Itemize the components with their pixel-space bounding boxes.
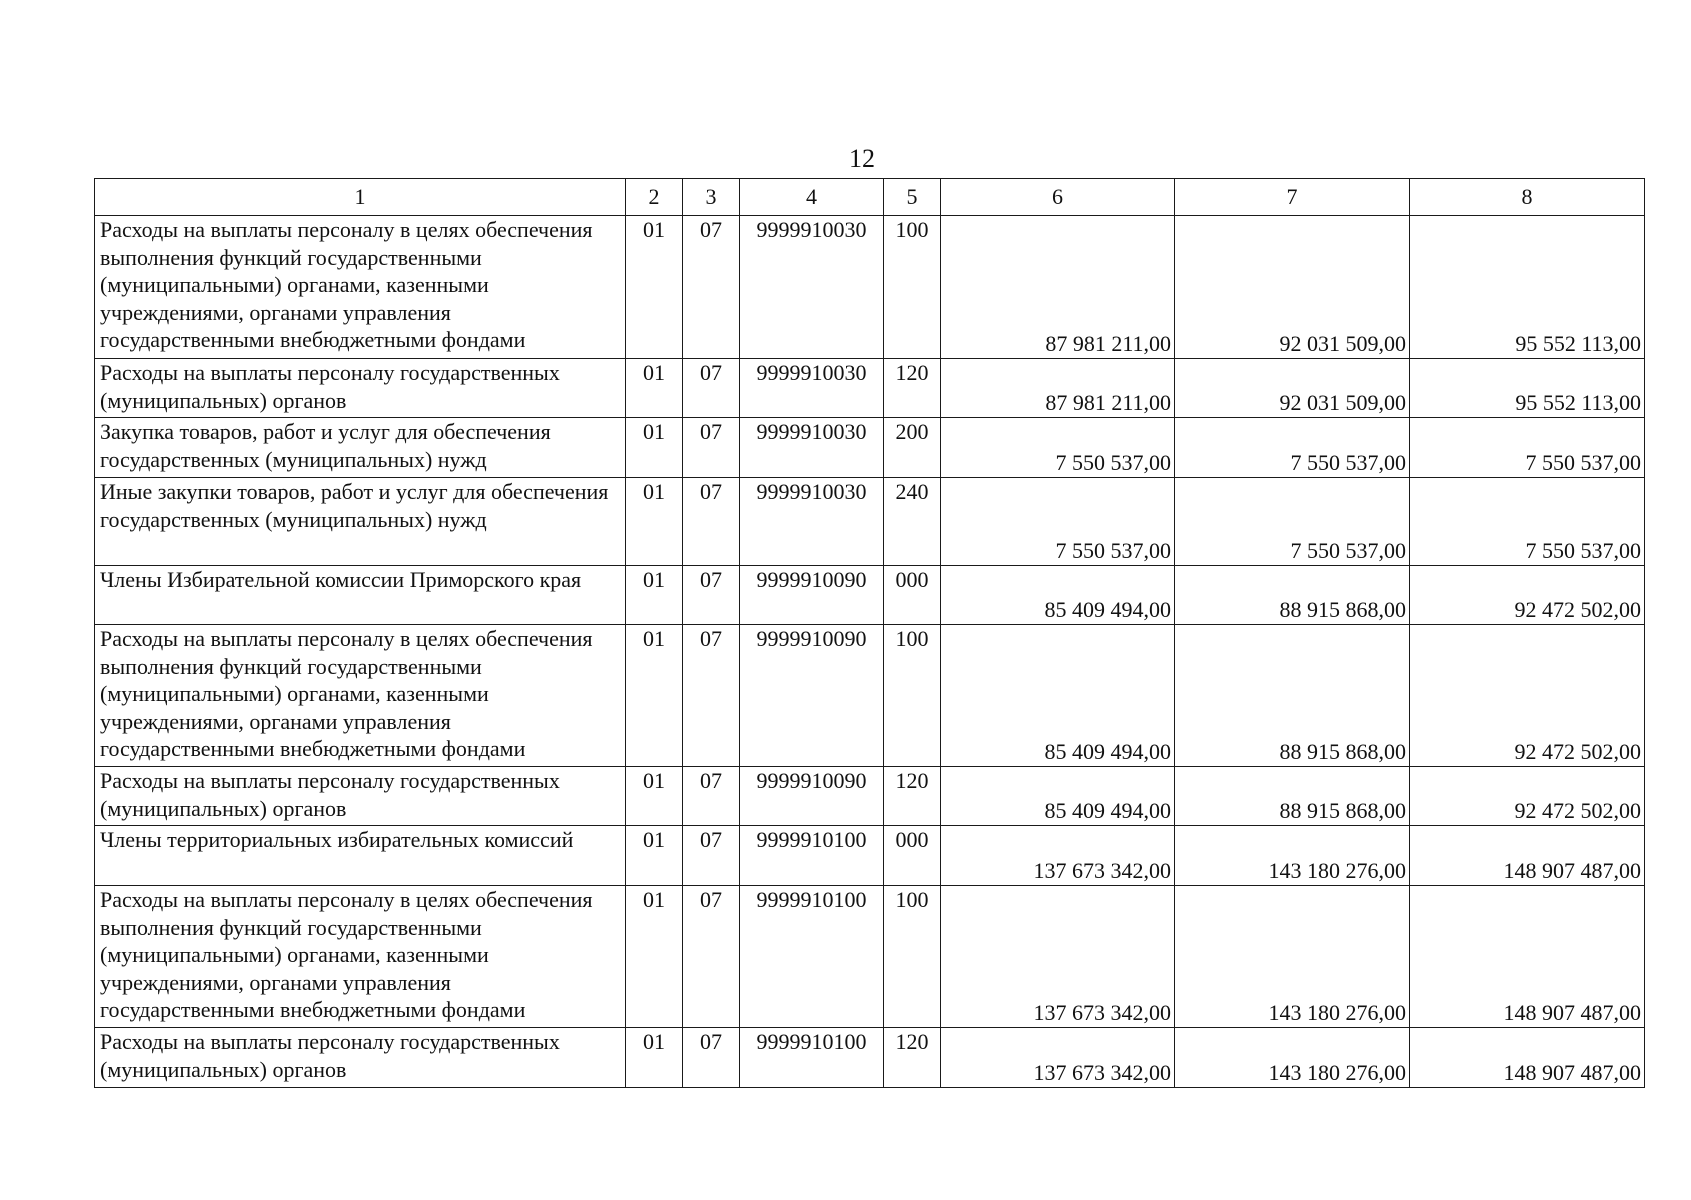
amount-col-6: 7 550 537,00 xyxy=(941,478,1175,566)
section-code: 01 xyxy=(626,1028,683,1088)
section-code: 01 xyxy=(626,359,683,418)
amount-col-8: 95 552 113,00 xyxy=(1410,216,1645,359)
row-name: Расходы на выплаты персоналу в целях обеспечения выполнения функций государственными (муниципальными) органами, казенными учреждениями, органами управления государственными внебюджетными фондами xyxy=(95,625,626,767)
target-article-code: 9999910100 xyxy=(740,1028,884,1088)
target-article-code: 9999910100 xyxy=(740,826,884,886)
amount-col-8: 95 552 113,00 xyxy=(1410,359,1645,418)
amount-col-8: 7 550 537,00 xyxy=(1410,478,1645,566)
amount-col-8: 148 907 487,00 xyxy=(1410,886,1645,1028)
row-name: Закупка товаров, работ и услуг для обеспечения государственных (муниципальных) нужд xyxy=(95,418,626,478)
row-name: Расходы на выплаты персоналу в целях обеспечения выполнения функций государственными (муниципальными) органами, казенными учреждениями, органами управления государственными внебюджетными фондами xyxy=(95,216,626,359)
amount-col-7: 88 915 868,00 xyxy=(1175,767,1410,826)
amount-col-7: 143 180 276,00 xyxy=(1175,1028,1410,1088)
amount-col-7: 7 550 537,00 xyxy=(1175,478,1410,566)
amount-col-8: 92 472 502,00 xyxy=(1410,566,1645,625)
subsection-code: 07 xyxy=(683,826,740,886)
section-code: 01 xyxy=(626,478,683,566)
amount-col-6: 137 673 342,00 xyxy=(941,886,1175,1028)
expense-type-code: 240 xyxy=(884,478,941,566)
target-article-code: 9999910030 xyxy=(740,216,884,359)
row-name: Расходы на выплаты персоналу государственных (муниципальных) органов xyxy=(95,767,626,826)
table-row xyxy=(95,886,1645,1028)
amount-col-6: 137 673 342,00 xyxy=(941,1028,1175,1088)
expense-type-code: 100 xyxy=(884,216,941,359)
row-name: Расходы на выплаты персоналу в целях обеспечения выполнения функций государственными (муниципальными) органами, казенными учреждениями, органами управления государственными внебюджетными фондами xyxy=(95,886,626,1028)
column-header: 1 xyxy=(95,179,626,216)
table-row xyxy=(95,625,1645,767)
expense-type-code: 100 xyxy=(884,886,941,1028)
expense-type-code: 120 xyxy=(884,359,941,418)
amount-col-6: 137 673 342,00 xyxy=(941,826,1175,886)
amount-col-8: 148 907 487,00 xyxy=(1410,826,1645,886)
amount-col-8: 92 472 502,00 xyxy=(1410,767,1645,826)
amount-col-8: 7 550 537,00 xyxy=(1410,418,1645,478)
table-row xyxy=(95,1028,1645,1088)
section-code: 01 xyxy=(626,216,683,359)
target-article-code: 9999910100 xyxy=(740,886,884,1028)
subsection-code: 07 xyxy=(683,1028,740,1088)
section-code: 01 xyxy=(626,418,683,478)
expense-type-code: 200 xyxy=(884,418,941,478)
amount-col-8: 148 907 487,00 xyxy=(1410,1028,1645,1088)
table-row xyxy=(95,359,1645,418)
budget-table xyxy=(94,178,1645,1088)
column-header: 4 xyxy=(740,179,884,216)
target-article-code: 9999910090 xyxy=(740,625,884,767)
amount-col-7: 88 915 868,00 xyxy=(1175,625,1410,767)
section-code: 01 xyxy=(626,767,683,826)
table-row xyxy=(95,566,1645,625)
row-name: Иные закупки товаров, работ и услуг для обеспечения государственных (муниципальных) нужд xyxy=(95,478,626,566)
section-code: 01 xyxy=(626,566,683,625)
row-name: Расходы на выплаты персоналу государственных (муниципальных) органов xyxy=(95,359,626,418)
column-header: 7 xyxy=(1175,179,1410,216)
page-number: 12 xyxy=(849,144,875,173)
target-article-code: 9999910030 xyxy=(740,418,884,478)
row-name: Члены Избирательной комиссии Приморского края xyxy=(95,566,626,625)
amount-col-7: 92 031 509,00 xyxy=(1175,216,1410,359)
column-header: 3 xyxy=(683,179,740,216)
amount-col-6: 87 981 211,00 xyxy=(941,216,1175,359)
target-article-code: 9999910090 xyxy=(740,566,884,625)
subsection-code: 07 xyxy=(683,767,740,826)
subsection-code: 07 xyxy=(683,478,740,566)
amount-col-7: 88 915 868,00 xyxy=(1175,566,1410,625)
target-article-code: 9999910030 xyxy=(740,359,884,418)
amount-col-6: 85 409 494,00 xyxy=(941,767,1175,826)
subsection-code: 07 xyxy=(683,359,740,418)
amount-col-6: 87 981 211,00 xyxy=(941,359,1175,418)
table-body xyxy=(95,216,1645,1088)
subsection-code: 07 xyxy=(683,566,740,625)
column-header: 6 xyxy=(941,179,1175,216)
amount-col-7: 92 031 509,00 xyxy=(1175,359,1410,418)
amount-col-6: 85 409 494,00 xyxy=(941,625,1175,767)
expense-type-code: 120 xyxy=(884,1028,941,1088)
amount-col-7: 143 180 276,00 xyxy=(1175,826,1410,886)
expense-type-code: 100 xyxy=(884,625,941,767)
amount-col-6: 7 550 537,00 xyxy=(941,418,1175,478)
table-row xyxy=(95,418,1645,478)
table-row xyxy=(95,216,1645,359)
subsection-code: 07 xyxy=(683,625,740,767)
subsection-code: 07 xyxy=(683,886,740,1028)
section-code: 01 xyxy=(626,826,683,886)
target-article-code: 9999910030 xyxy=(740,478,884,566)
target-article-code: 9999910090 xyxy=(740,767,884,826)
amount-col-8: 92 472 502,00 xyxy=(1410,625,1645,767)
table-row xyxy=(95,826,1645,886)
table-row xyxy=(95,767,1645,826)
column-header: 5 xyxy=(884,179,941,216)
column-header: 2 xyxy=(626,179,683,216)
row-name: Расходы на выплаты персоналу государственных (муниципальных) органов xyxy=(95,1028,626,1088)
expense-type-code: 120 xyxy=(884,767,941,826)
amount-col-6: 85 409 494,00 xyxy=(941,566,1175,625)
expense-type-code: 000 xyxy=(884,566,941,625)
amount-col-7: 7 550 537,00 xyxy=(1175,418,1410,478)
subsection-code: 07 xyxy=(683,418,740,478)
subsection-code: 07 xyxy=(683,216,740,359)
column-header: 8 xyxy=(1410,179,1645,216)
amount-col-7: 143 180 276,00 xyxy=(1175,886,1410,1028)
expense-type-code: 000 xyxy=(884,826,941,886)
section-code: 01 xyxy=(626,625,683,767)
table-header-row xyxy=(95,179,1645,216)
section-code: 01 xyxy=(626,886,683,1028)
table-row xyxy=(95,478,1645,566)
row-name: Члены территориальных избирательных комиссий xyxy=(95,826,626,886)
